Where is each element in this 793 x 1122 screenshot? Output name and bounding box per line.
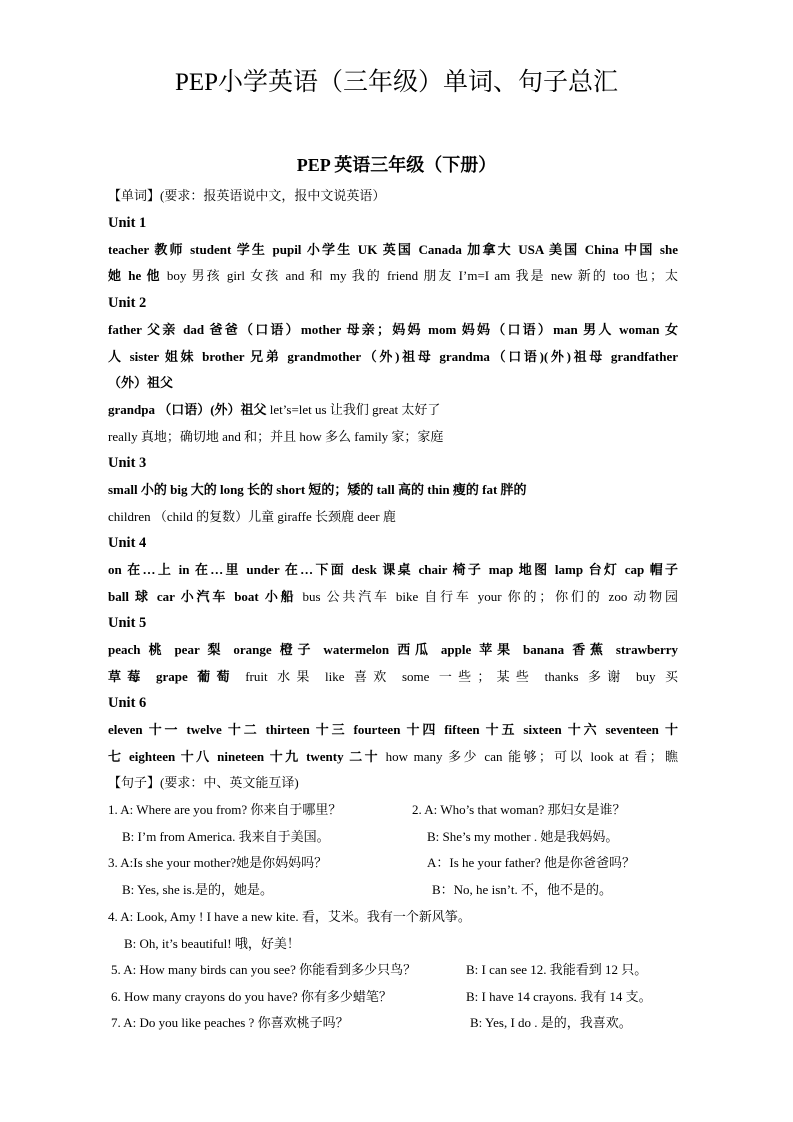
sentence-left: B: Oh, it’s beautiful! 哦，好美！ bbox=[124, 936, 300, 951]
bold-vocabulary-text: father 父亲 dad 爸爸（口语）mother 母亲；妈妈 mom 妈妈（口语）man 男人 woman 女 bbox=[108, 322, 678, 337]
bold-vocabulary-text: 草莓 grape 葡萄 bbox=[108, 669, 246, 684]
vocabulary-text: bus 公共汽车 bike 自行车 your 你的；你们的 zoo 动物园 bbox=[302, 589, 678, 604]
sentence-right: B: Yes, I do . 是的，我喜欢。 bbox=[470, 1015, 632, 1030]
bold-vocabulary-text: peach 桃 pear 梨 orange 橙子 watermelon 西瓜 apple 苹果 banana 香蕉 strawberry bbox=[108, 642, 678, 657]
sentence-right: 2. A: Who’s that woman? 那妇女是谁？ bbox=[412, 802, 626, 817]
sentence-left: 3. A:Is she your mother?她是你妈妈吗？ bbox=[108, 855, 328, 870]
vocabulary-text: boy 男孩 girl 女孩 and 和 my 我的 friend 朋友 I’m=I am 我是 new 新的 too 也；太 bbox=[166, 268, 678, 283]
sentence-left: 7. A: Do you like peaches ? 你喜欢桃子吗？ bbox=[111, 1015, 349, 1030]
vocabulary-text: fruit 水果 like 喜欢 some 一些；某些 thanks 多谢 buy 买 bbox=[245, 669, 678, 684]
vocabulary-text: really 真地；确切地 and 和；并且 how 多么 family 家；家庭 bbox=[108, 429, 444, 444]
sentence-right: B：No, he isn’t. 不，他不是的。 bbox=[432, 882, 612, 897]
document-title: PEP小学英语（三年级）单词、句子总汇 bbox=[174, 69, 619, 96]
bold-vocabulary-text: small 小的 big 大的 long 长的 short 短的；矮的 tall 高的 thin 瘦的 fat 胖的 bbox=[108, 482, 527, 497]
vocabulary-line bbox=[108, 747, 678, 767]
words-requirement-note: 【单词】(要求：报英语说中文，报中文说英语） bbox=[108, 188, 386, 203]
section-subtitle: PEP 英语三年级（下册） bbox=[296, 155, 497, 175]
bold-vocabulary-text: （外）祖父 bbox=[108, 375, 174, 390]
vocabulary-line bbox=[108, 560, 678, 580]
vocabulary-line bbox=[108, 347, 678, 367]
vocabulary-line bbox=[108, 480, 678, 500]
sentence-right: B: I can see 12. 我能看到 12 只。 bbox=[466, 962, 648, 977]
bold-vocabulary-text: teacher 教师 student 学生 pupil 小学生 UK 英国 Canada 加拿大 USA 美国 China 中国 she bbox=[108, 242, 678, 257]
vocabulary-line bbox=[108, 507, 678, 527]
vocabulary-line bbox=[108, 373, 678, 393]
sentence-right: A：Is he your father? 他是你爸爸吗？ bbox=[427, 855, 635, 870]
sentence-left: 6. How many crayons do you have? 你有多少蜡笔？ bbox=[111, 989, 392, 1004]
vocabulary-line bbox=[108, 667, 678, 687]
unit-heading: Unit 3 bbox=[108, 455, 147, 471]
vocabulary-text: children （child 的复数）儿童 giraffe 长颈鹿 deer 鹿 bbox=[108, 509, 396, 524]
bold-vocabulary-text: on 在…上 in 在…里 under 在…下面 desk 课桌 chair 椅子 map 地图 lamp 台灯 cap 帽子 bbox=[108, 562, 678, 577]
sentence-left: B: I’m from America. 我来自于美国。 bbox=[122, 829, 330, 844]
sentence-right: B: I have 14 crayons. 我有 14 支。 bbox=[466, 989, 652, 1004]
vocabulary-line bbox=[108, 240, 678, 260]
unit-heading: Unit 4 bbox=[108, 535, 147, 551]
vocabulary-line bbox=[108, 266, 678, 286]
bold-vocabulary-text: 她 he 他 bbox=[108, 268, 167, 283]
sentences-requirement-note: 【句子】(要求：中、英文能互译) bbox=[108, 775, 299, 790]
unit-heading: Unit 5 bbox=[108, 615, 147, 631]
unit-heading: Unit 2 bbox=[108, 295, 147, 311]
bold-vocabulary-text: ball 球 car 小汽车 boat 小船 bbox=[108, 589, 303, 604]
sentence-left: 5. A: How many birds can you see? 你能看到多少只鸟？ bbox=[111, 962, 417, 977]
vocabulary-line bbox=[108, 720, 678, 740]
sentence-left: 4. A: Look, Amy ! I have a new kite. 看，艾米。我有一个新风筝。 bbox=[108, 909, 471, 924]
sentence-left: B: Yes, she is.是的，她是。 bbox=[122, 882, 273, 897]
vocabulary-line bbox=[108, 400, 678, 420]
vocabulary-line bbox=[108, 320, 678, 340]
vocabulary-text: how many 多少 can 能够；可以 look at 看；瞧 bbox=[385, 749, 678, 764]
bold-vocabulary-text: eleven 十一 twelve 十二 thirteen 十三 fourteen 十四 fifteen 十五 sixteen 十六 seventeen 十 bbox=[108, 722, 678, 737]
bold-vocabulary-text: 七 eighteen 十八 nineteen 十九 twenty 二十 bbox=[108, 749, 386, 764]
sentence-left: 1. A: Where are you from? 你来自于哪里？ bbox=[108, 802, 342, 817]
vocabulary-line bbox=[108, 587, 678, 607]
sentence-right: B: She’s my mother . 她是我妈妈。 bbox=[427, 829, 619, 844]
bold-vocabulary-text: grandpa （口语）(外）祖父 bbox=[108, 402, 270, 417]
bold-vocabulary-text: 人 sister 姐妹 brother 兄弟 grandmother（外)祖母 grandma（口语)(外)祖母 grandfather bbox=[108, 349, 678, 364]
vocabulary-text: let’s=let us 让我们 great 太好了 bbox=[269, 402, 441, 417]
unit-heading: Unit 1 bbox=[108, 215, 147, 231]
unit-heading: Unit 6 bbox=[108, 695, 147, 711]
vocabulary-line bbox=[108, 427, 678, 447]
vocabulary-line bbox=[108, 640, 678, 660]
